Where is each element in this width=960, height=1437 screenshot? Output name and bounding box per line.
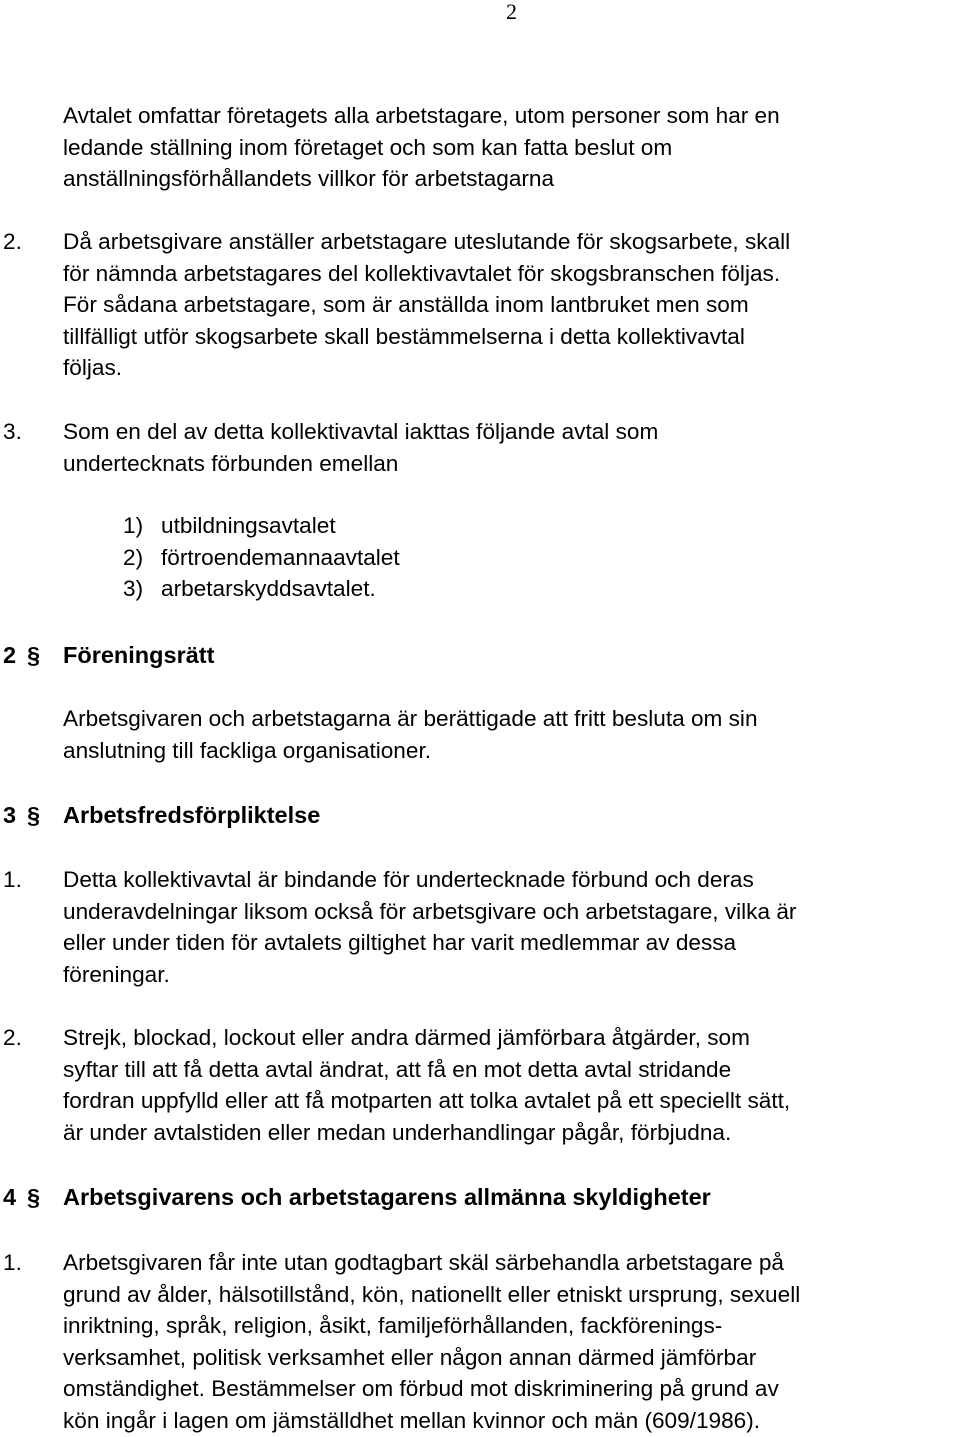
text-line: Arbetsgivaren får inte utan godtagbart skäl särbehandla arbetstagare på (63, 1250, 784, 1275)
list-item-text: arbetarskyddsavtalet. (161, 576, 376, 602)
section-paragraph (63, 703, 959, 766)
clause-text (63, 1247, 959, 1437)
text-line: omständighet. Bestämmelser om förbud mot diskriminering på grund av (63, 1376, 779, 1402)
list-item-number: 1) (123, 513, 144, 538)
agreements-list (123, 510, 400, 605)
text-line: eller under tiden för avtalets giltighet har varit medlemmar av dessa (63, 930, 737, 956)
text-line: följas. (63, 355, 123, 381)
text-line: underavdelningar liksom också för arbetsgivare och arbetstagare, vilka är (63, 898, 797, 924)
list-item (123, 510, 400, 542)
text-line: syftar till att få detta avtal ändrat, att få en mot detta avtal stridande (63, 1056, 732, 1082)
clause-text (63, 1022, 959, 1148)
text-line: tillfälligt utför skogsarbete skall bestämmelserna i detta kollektivavtal (63, 323, 745, 349)
text-line: Strejk, blockad, lockout eller andra därmed jämförbara åtgärder, som (63, 1025, 750, 1050)
section-sign: § (27, 802, 41, 828)
text-line: är under avtalstiden eller medan underhandlingar pågår, förbjudna. (63, 1119, 732, 1145)
section-number: 4 (3, 1184, 17, 1210)
text-line: föreningar. (63, 961, 170, 987)
text-line: Avtalet omfattar företagets alla arbetstagare, utom personer som har en (63, 103, 780, 128)
text-line: Då arbetsgivare anställer arbetstagare uteslutande för skogsarbete, skall (63, 229, 791, 254)
clause-number: 1. (3, 867, 22, 892)
text-line: grund av ålder, hälsotillstånd, kön, nationellt eller etniskt ursprung, sexuell (63, 1281, 801, 1307)
text-line: ledande ställning inom företaget och som kan fatta beslut om (63, 134, 673, 160)
text-line: Arbetsgivaren och arbetstagarna är berättigade att fritt besluta om sin (63, 706, 758, 731)
section-title: Föreningsrätt (63, 642, 215, 668)
clause-text (63, 864, 959, 990)
text-line: inriktning, språk, religion, åsikt, familjeförhållanden, fackförenings- (63, 1313, 723, 1339)
clause-number: 2. (3, 229, 22, 254)
text-line: undertecknats förbunden emellan (63, 450, 399, 476)
clause-number: 1. (3, 1250, 22, 1275)
text-line: Detta kollektivavtal är bindande för undertecknade förbund och deras (63, 867, 754, 892)
text-line: verksamhet, politisk verksamhet eller någon annan därmed jämförbar (63, 1344, 757, 1370)
list-item (123, 573, 400, 605)
list-item-text: utbildningsavtalet (161, 513, 336, 538)
section-title: Arbetsfredsförpliktelse (63, 802, 321, 828)
intro-paragraph (63, 100, 959, 195)
page-number: 2 (506, 0, 517, 24)
text-line: kön ingår i lagen om jämställdhet mellan kvinnor och män (609/1986). (63, 1407, 761, 1433)
text-line: För sådana arbetstagare, som är anställda inom lantbruket men som (63, 292, 749, 318)
text-line: anslutning till fackliga organisationer. (63, 737, 431, 763)
text-line: för nämnda arbetstagares del kollektivavtalet för skogsbranschen följas. (63, 260, 781, 286)
text-line: anställningsförhållandets villkor för arbetstagarna (63, 166, 555, 192)
list-item-number: 3) (123, 576, 144, 602)
section-number: 2 (3, 642, 17, 668)
clause-text (63, 226, 959, 384)
list-item-number: 2) (123, 544, 144, 570)
text-line: Som en del av detta kollektivavtal iakttas följande avtal som (63, 419, 659, 444)
section-title: Arbetsgivarens och arbetstagarens allmänna skyldigheter (63, 1184, 711, 1210)
clause-number: 3. (3, 419, 22, 444)
section-sign: § (27, 1184, 41, 1210)
clause-text (63, 416, 959, 479)
section-heading (3, 1181, 711, 1213)
section-sign: § (27, 642, 41, 668)
clause-number: 2. (3, 1025, 22, 1050)
section-heading (3, 639, 214, 671)
section-number: 3 (3, 802, 17, 828)
section-heading (3, 799, 320, 831)
text-line: fordran uppfylld eller att få motparten att tolka avtalet på ett speciellt sätt, (63, 1088, 791, 1114)
list-item-text: förtroendemannaavtalet (161, 544, 400, 570)
list-item (123, 542, 400, 574)
